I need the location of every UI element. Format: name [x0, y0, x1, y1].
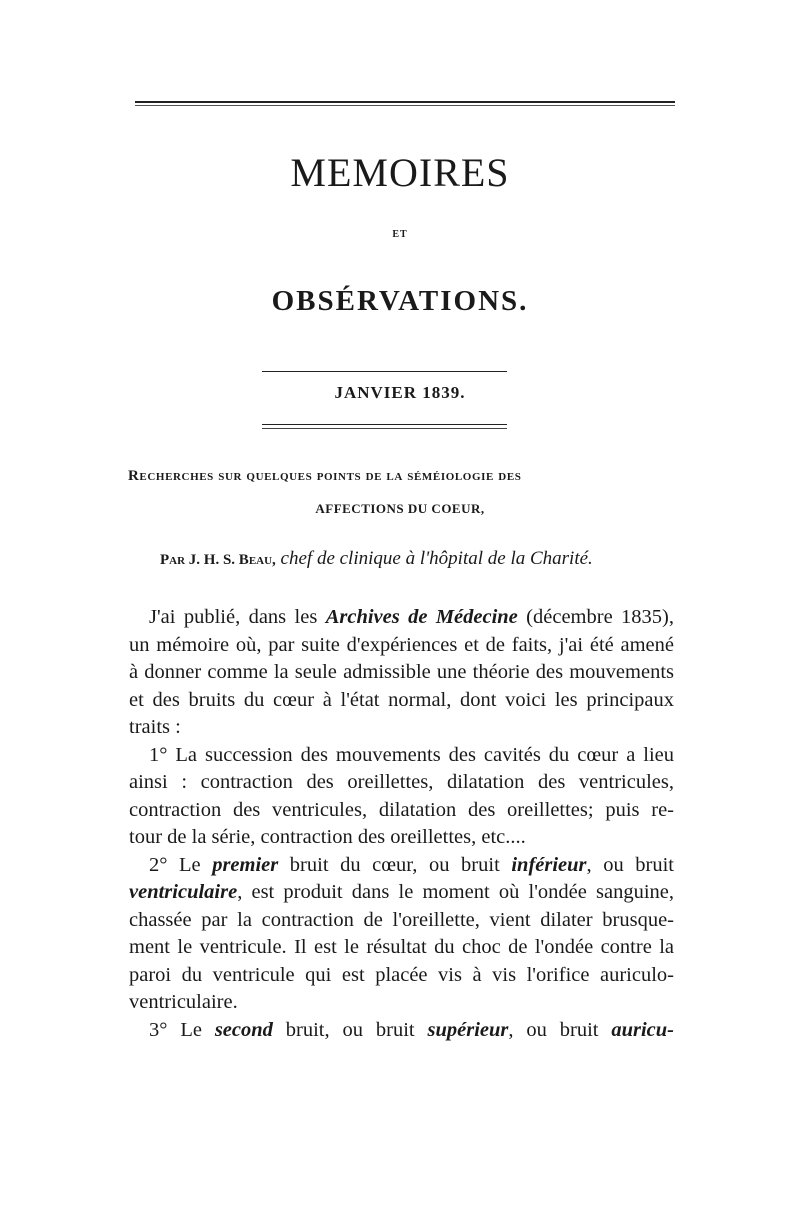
emphasis: inférieur — [511, 853, 587, 876]
text-run: 2° Le — [149, 853, 213, 876]
article-title-line2: AFFECTIONS DU COEUR, — [315, 501, 485, 516]
body-line: chassée par la contraction de l'oreillette, vient dilater brusque- — [129, 908, 674, 931]
date-rule-bottom-thin — [262, 428, 507, 429]
body-line: contraction des ventricules, dilatation des oreillettes; puis re- — [129, 798, 674, 821]
text-run: (décembre 1835), — [517, 606, 674, 628]
body-line: à donner comme la seule admissible une théorie des mouvements — [129, 661, 674, 683]
top-rule — [135, 101, 675, 103]
body-line: paroi du ventricule qui est placée vis à vis l'orifice auriculo- — [129, 963, 674, 986]
text-run: , est produit dans le moment où l'ondée sanguine, — [237, 881, 674, 903]
body-line: traits : — [129, 716, 181, 738]
top-rule-thin — [135, 105, 675, 106]
emphasis: auricu- — [611, 1018, 675, 1041]
text-run: 3° Le — [149, 1018, 215, 1041]
author-role: chef de clinique à l'hôpital de la Charité. — [280, 548, 593, 569]
article-author — [160, 548, 593, 570]
body-line: ainsi : contraction des oreillettes, dilatation des ventricules, — [129, 771, 674, 793]
emphasis: supérieur — [427, 1018, 509, 1041]
text-run: bruit, ou bruit — [272, 1018, 428, 1041]
section-title: MEMOIRES — [290, 150, 510, 195]
article-body — [129, 604, 674, 1044]
emphasis: premier — [212, 853, 279, 876]
text-run: bruit du cœur, ou bruit — [278, 853, 512, 876]
article-title-line1: Recherches sur quelques points de la séméiologie des — [128, 468, 522, 484]
emphasis: ventriculaire — [129, 881, 238, 903]
emphasis: second — [214, 1018, 273, 1041]
body-line: ment le ventricule. Il est le résultat du choc de l'ondée contre la — [129, 936, 674, 958]
text-run: , ou bruit — [508, 1018, 612, 1041]
journal-title: Archives de Médecine — [325, 606, 518, 628]
body-line: tour de la série, contraction des oreillettes, etc.... — [129, 826, 526, 848]
body-line — [129, 879, 674, 907]
section-title-secondary: OBSÉRVATIONS. — [271, 285, 529, 317]
body-line: et des bruits du cœur à l'état normal, dont voici les principaux — [129, 688, 674, 711]
body-line — [129, 1017, 674, 1045]
body-line: ventriculaire. — [129, 991, 238, 1013]
date-rule-bottom — [262, 424, 507, 425]
text-run: , ou bruit — [586, 853, 674, 876]
body-line: un mémoire où, par suite d'expériences et de faits, j'ai été amené — [129, 633, 674, 656]
body-line: 1° La succession des mouvements des cavités du cœur a lieu — [149, 743, 674, 766]
date-rule-top — [262, 371, 507, 372]
author-name: Par J. H. S. Beau, — [160, 552, 276, 568]
title-conjunction: ET — [392, 229, 408, 240]
issue-date: JANVIER 1839. — [334, 383, 466, 402]
text-run: J'ai publié, dans les — [149, 606, 326, 628]
body-line — [129, 852, 674, 880]
body-line — [129, 604, 674, 632]
